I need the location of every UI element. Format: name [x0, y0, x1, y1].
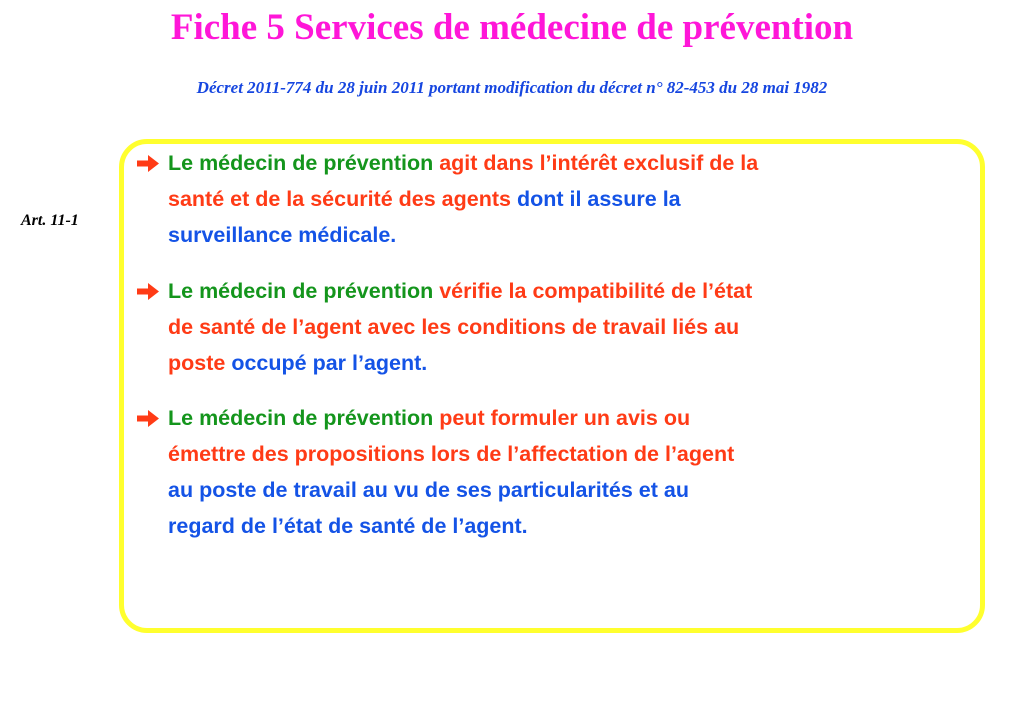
- bullet-item-1: [137, 145, 967, 253]
- arrow-right-icon: [137, 273, 163, 309]
- bullet-1-line-3: surveillance médicale.: [168, 223, 397, 247]
- bullet-item-2: [137, 273, 967, 381]
- bullet-2-line-2: de santé de l’agent avec les conditions de travail liés au: [168, 315, 740, 339]
- bullet-3-line-2: émettre des propositions lors de l’affectation de l’agent: [168, 442, 735, 466]
- bullet-1-line-2: santé et de la sécurité des agents dont il assure la: [168, 187, 681, 211]
- decree-subtitle: Décret 2011-774 du 28 juin 2011 portant modification du décret n° 82-453 du 28 mai 1982: [196, 78, 828, 97]
- bullet-item-3: [137, 400, 967, 544]
- article-label: Art. 11-1: [21, 212, 79, 229]
- bullet-2-line-3: poste occupé par l’agent.: [168, 351, 428, 375]
- arrow-right-icon: [137, 400, 163, 436]
- bullet-1-line-1: Le médecin de prévention agit dans l’intérêt exclusif de la: [168, 151, 759, 175]
- bullet-3-line-3: au poste de travail au vu de ses particularités et au: [168, 478, 689, 502]
- arrow-right-icon: [137, 145, 163, 181]
- bullet-3-line-1: Le médecin de prévention peut formuler un avis ou: [168, 406, 691, 430]
- bullet-3-line-4: regard de l’état de santé de l’agent.: [168, 514, 528, 538]
- bullet-2-line-1: Le médecin de prévention vérifie la compatibilité de l’état: [168, 279, 753, 303]
- page-title: Fiche 5 Services de médecine de prévention: [170, 7, 854, 48]
